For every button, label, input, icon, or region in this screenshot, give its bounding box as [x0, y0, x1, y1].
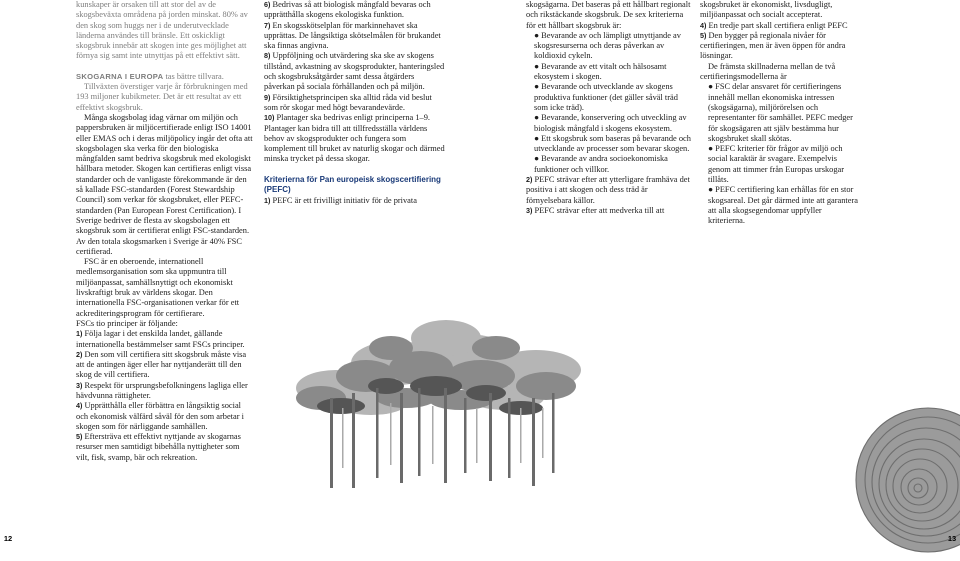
criterion-text: PEFC strävar efter att ytterligare framhäva det positiva i att skogen och dess träd är förnyelsebara källor. — [526, 175, 690, 205]
pefc-criterion-4 — [700, 21, 860, 31]
col4-intro: skogsbruket är ekonomiskt, livsdugligt, miljöanpassat och socialt accepterat. — [700, 0, 833, 20]
criterion-text: En tredje part skall certifiera enligt PEFC — [706, 20, 848, 30]
principle-number: 6) — [264, 0, 271, 9]
principle-text: Respekt för ursprungsbefolkningens lagliga eller hävdvunna rättigheter. — [76, 380, 248, 400]
principle-number: 4) — [76, 401, 83, 411]
principle-text: Följa lagar i det enskilda landet, gällande internationella bestämmelser samt FSCs principer. — [76, 329, 245, 349]
principle-text: Den som vill certifiera sitt skogsbruk måste visa att de antingen äger eller har nyttjanderätt till den skog de vill certifiera. — [76, 349, 247, 380]
bullet-text: PEFC kriterier för frågor av miljö och social karaktär är svagare. Exempelvis genom att timmer från Europas urskogar tillåts. — [708, 144, 845, 185]
col3-intro: skogsägarna. Det baseras på ett hållbart regionalt och rikstäckande skogsbruk. De sex kriterierna för ett hållbart skogsbruk är: — [526, 0, 691, 30]
column-3 — [526, 0, 692, 216]
principle-text: Försiktighetsprincipen ska alltid råda vid beslut som rör skogar med högt bevarandevärde. — [264, 92, 432, 112]
principle-number: 1) — [76, 329, 83, 339]
fsc-principle-2 — [76, 350, 254, 381]
pefc-criterion-3 — [526, 206, 692, 216]
principle-number: 8) — [264, 51, 271, 61]
col1-paragraph-2: Många skogsbolag idag värnar om miljön och pappersbruken är miljöcertifierade enligt ISO 14001 eller EMAS och i deras miljöpolicy ingår det ofta att skogsbolagen ska verka för den biologiska mångfalden samt bedriva skogsbruk med ekologiskt hållbara metoder. Skogen kan certifieras enligt vissa standarder och de vanligaste förekommande är den så kallade FSC-standarden (Forest Stewardship Council) som verkar för skogsbruket, eller PEFC-standarden (Pan European Forest Certification). I Sverige bedriver de flesta av skogsbolagen ett skogsbruk som är certifierat enligt FSC-standarden. Av den totala skogsmarken i Sverige är 40% FSC certifierad. — [76, 112, 253, 256]
principle-text: Upprätthålla eller förbättra en långsiktig social och ekonomisk välfärd såväl för den som arbetar i skogen som för närliggande samhällen. — [76, 401, 244, 431]
criterion-number: 5) — [700, 30, 707, 40]
fsc-principle-4 — [76, 401, 254, 432]
criterion-number: 2) — [526, 175, 533, 185]
principle-text: Plantager ska bedrivas enligt principerna 1–9. Plantager kan bidra till att tillfredsställa världens behov av skogsprodukter och fungera som komplement till bruket av naturlig skogar och därmed minska trycket på dessa skogar. — [264, 113, 445, 164]
principle-text: Bedrivas så att biologisk mångfald bevaras och upprätthålla skogens ekologiska funktion. — [264, 0, 431, 20]
principle-text: Uppföljning och utvärdering ska ske av skogens tillstånd, avkastning av skogsprodukter, hanteringsled och skogsbruksåtgärder samt dessa åtgärders påverkan på sociala förhållanden och på miljön. — [264, 51, 445, 92]
fsc-principle-10 — [264, 113, 446, 164]
principle-number: 9) — [264, 92, 271, 102]
principle-text: Eftersträva ett effektivt nyttjande av skogarnas resurser men samtidigt bibehålla nyttigheter som vilt, fisk, svamp, bär och rekreation. — [76, 432, 241, 462]
column-4 — [700, 0, 860, 227]
bullet-text: Bevarande av och lämpligt utnyttjande av skogsresurserna och deras påverkan av koldioxid cykeln. — [534, 30, 681, 61]
bullet-item: ● Bevarande och utvecklande av skogens produktiva funktioner (det gäller såväl träd som icke träd). — [534, 82, 678, 112]
principle-number: 2) — [76, 349, 83, 359]
bullet-text: Bevarande av andra socioekonomiska funktioner och villkor. — [534, 154, 668, 174]
column-1 — [76, 0, 254, 463]
fsc-principle-8 — [264, 51, 446, 92]
fsc-principle-3 — [76, 381, 254, 402]
bullet-text: Bevarande och utvecklande av skogens produktiva funktioner (det gäller såväl träd som icke träd). — [534, 82, 678, 112]
fsc-principle-6 — [264, 0, 446, 21]
criterion-text: Den bygger på regionala nivåer för certifieringen, men är även öppen för andra lösningar. — [700, 30, 846, 61]
bullet-text: PEFC certifiering kan erhållas för en stor skogsareal. Det går därmed inte att garantera att alla skogsegendomar uppfyller kriterierna. — [708, 185, 858, 226]
section-heading-europe: SKOGARNA I EUROPA — [76, 71, 164, 81]
bullet-item: ● Bevarande av andra socioekonomiska funktioner och villkor. — [534, 154, 668, 174]
col1-heading-line — [76, 72, 254, 82]
criterion-text: PEFC är ett frivilligt initiativ för de privata — [270, 195, 417, 205]
column-2 — [264, 0, 446, 206]
fsc-principle-9 — [264, 93, 446, 114]
bullet-text: FSC delar ansvaret för certifieringens innehåll mellan ekonomiska intressen (skogsägarna), miljörörelsen och representanter för samhället. PEFC medger för skogsägaren att själv bestämma hur skogsbruket skall skötas. — [708, 82, 853, 143]
criterion-text: PEFC strävar efter att medverka till att — [532, 205, 665, 215]
forest-illustration — [296, 258, 596, 498]
bullet-item: ● FSC delar ansvaret för certifieringens innehåll mellan ekonomiska intressen (skogsägarna), miljörörelsen och representanter för samhället. PEFC medger för skogsägaren att själv bestämma hur skogsbruket skall skötas. — [708, 82, 853, 143]
col1-paragraph-1: Tillväxten överstiger varje år förbrukningen med 193 miljoner kubikmeter. Det är ett resultat av ett effektivt skogsbruk. — [76, 82, 248, 112]
bullet-item: ● Bevarande, konservering och utveckling av biologisk mångfald i skogens ekosystem. — [534, 113, 687, 133]
fsc-principle-7 — [264, 21, 446, 52]
bullet-item: ● PEFC certifiering kan erhållas för en stor skogsareal. Det går därmed inte att garantera att alla skogsegendomar uppfyller kriterierna. — [708, 185, 858, 226]
criterion-number: 4) — [700, 20, 707, 30]
principle-number: 3) — [76, 380, 83, 390]
col1-paragraph-4: FSCs tio principer är följande: — [76, 318, 178, 328]
bullet-item: ● Bevarande av och lämpligt utnyttjande av skogsresurserna och deras påverkan av koldioxid cykeln. — [534, 30, 681, 61]
bullet-item: ● Bevarande av ett vitalt och hälsosamt ekosystem i skogen. — [534, 61, 667, 82]
col1-intro: kunskaper är orsaken till att stor del av de skogsbeväxta områdena på jorden minskat. 80% av den skog som huggs ner i de underutvecklade länderna användes till bränsle. Ett oskickligt skogsbruk innebär att skogen inte ges möjlighet att förnya sig samt inte utnyttjas på ett effektivt sätt. — [76, 0, 248, 61]
col1-heading-tail: tas bättre tillvara. — [163, 71, 224, 81]
col4-paragraph-1: De främsta skillnaderna mellan de två certifieringsmodellerna är — [700, 61, 836, 82]
pefc-criterion-1 — [264, 196, 446, 206]
bullet-text: Bevarande, konservering och utveckling av biologisk mångfald i skogens ekosystem. — [534, 113, 687, 133]
criterion-number: 1) — [264, 195, 271, 205]
principle-number: 7) — [264, 20, 271, 30]
bullet-text: Ett skogsbruk som baseras på bevarande och utvecklande av processer som bevarar skogen. — [534, 133, 691, 154]
fsc-principle-5 — [76, 432, 254, 463]
col1-paragraph-3: FSC är en oberoende, internationell medlemsorganisation som ska uppmuntra till miljöanpassat, samhällsnyttigt och ekonomiskt livskraftigt bruk av världens skogar. Den internationella FSC-organisationen verkar för ett ackrediteringsprogram för certifierare. — [76, 257, 240, 318]
bullet-item: ● Ett skogsbruk som baseras på bevarande och utvecklande av processer som bevarar skogen. — [534, 133, 691, 154]
bullet-item: ● PEFC kriterier för frågor av miljö och social karaktär är svagare. Exempelvis genom att timmer från Europas urskogar tillåts. — [708, 144, 845, 185]
page-number-left: 12 — [3, 534, 13, 543]
principle-number: 10) — [264, 113, 275, 123]
criterion-number: 3) — [526, 205, 533, 215]
bullet-text: Bevarande av ett vitalt och hälsosamt ekosystem i skogen. — [534, 61, 667, 82]
page-number-right: 13 — [947, 534, 957, 543]
pefc-criterion-2 — [526, 175, 692, 206]
fsc-principle-1 — [76, 329, 254, 350]
principle-number: 5) — [76, 432, 83, 442]
principle-text: En skogsskötselplan för markinnehavet ska upprättas. De långsiktiga skötselmålen för brukandet ska finnas angivna. — [264, 20, 441, 51]
pefc-heading: Kriterierna för Pan europeisk skogscertifiering (PEFC) — [264, 174, 441, 195]
pefc-criterion-5 — [700, 31, 860, 62]
